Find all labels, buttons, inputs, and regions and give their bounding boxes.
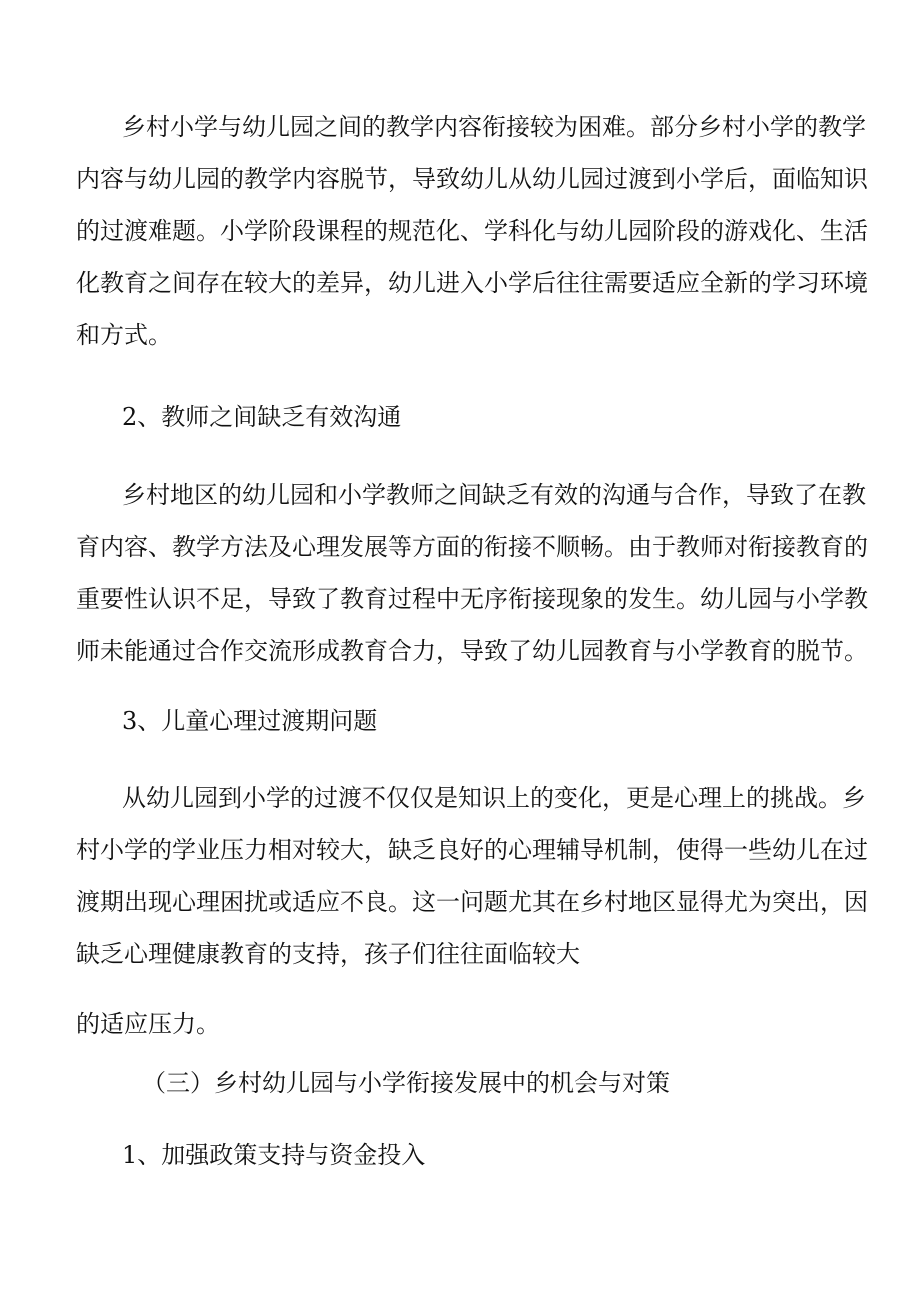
para2-line-1: 乡村地区的幼儿园和小学教师之间缺乏有效的沟通与合作，导致了在教 — [122, 481, 866, 509]
para3-line-3: 渡期出现心理困扰或适应不良。这一问题尤其在乡村地区显得尤为突出，因 — [76, 888, 868, 916]
para1-line-4: 化教育之间存在较大的差异，幼儿进入小学后往往需要适应全新的学习环境 — [76, 269, 868, 297]
subheading-teachers-communication: 2、教师之间缺乏有效沟通 — [122, 403, 402, 431]
para1-line-2: 内容与幼儿园的教学内容脱节，导致幼儿从幼儿园过渡到小学后，面临知识 — [76, 165, 868, 193]
para3-line-1: 从幼儿园到小学的过渡不仅仅是知识上的变化，更是心理上的挑战。乡 — [122, 784, 866, 812]
subheading-policy-support: 1、加强政策支持与资金投入 — [122, 1141, 426, 1169]
para2-line-3: 重要性认识不足，导致了教育过程中无序衔接现象的发生。幼儿园与小学教 — [76, 585, 868, 613]
para1-line-3: 的过渡难题。小学阶段课程的规范化、学科化与幼儿园阶段的游戏化、生活 — [76, 217, 868, 245]
para2-line-4: 师未能通过合作交流形成教育合力，导致了幼儿园教育与小学教育的脱节。 — [76, 637, 868, 665]
para3-line-2: 村小学的学业压力相对较大，缺乏良好的心理辅导机制，使得一些幼儿在过 — [76, 836, 868, 864]
para2-line-2: 育内容、教学方法及心理发展等方面的衔接不顺畅。由于教师对衔接教育的 — [76, 533, 868, 561]
para1-line-5: 和方式。 — [76, 321, 172, 349]
para1-line-1: 乡村小学与幼儿园之间的教学内容衔接较为困难。部分乡村小学的教学 — [122, 113, 866, 141]
section-heading-opportunities: （三）乡村幼儿园与小学衔接发展中的机会与对策 — [142, 1069, 670, 1097]
para3-line-4: 缺乏心理健康教育的支持，孩子们往往面临较大 — [76, 940, 580, 968]
subheading-child-psychology: 3、儿童心理过渡期问题 — [122, 707, 378, 735]
para3-line-5: 的适应压力。 — [76, 1010, 220, 1038]
